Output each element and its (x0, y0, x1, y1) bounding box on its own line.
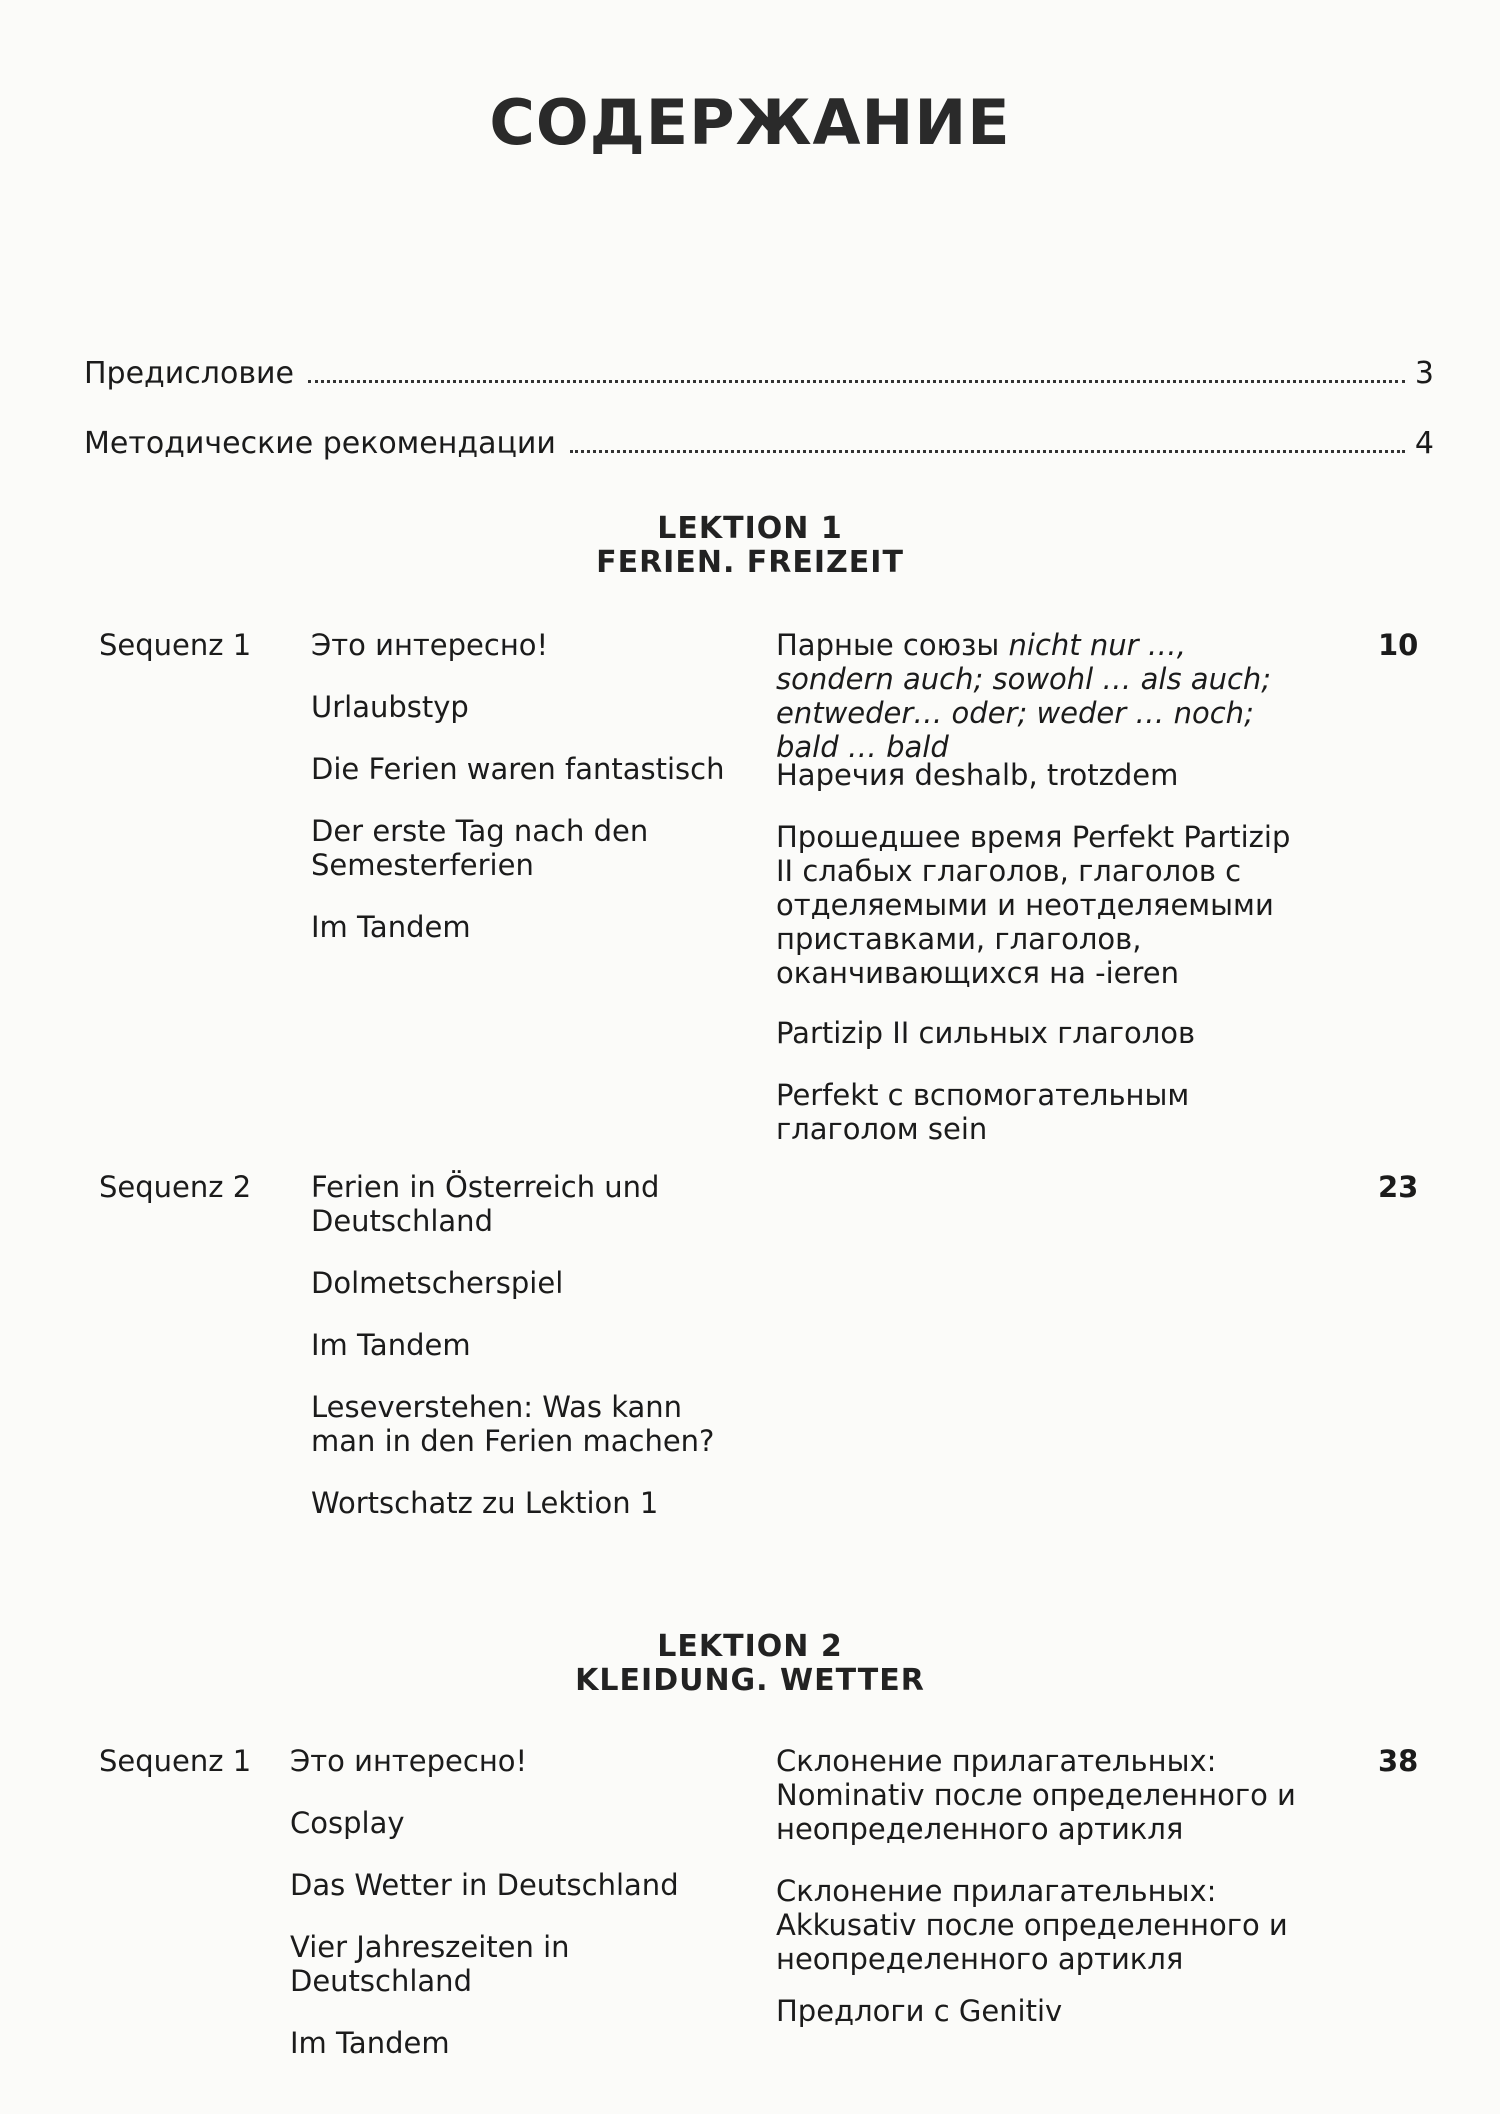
lesson-subtitle: KLEIDUNG. WETTER (575, 1663, 925, 1698)
toc-entry-label: Предисловие (84, 356, 294, 391)
grammar-item: Склонение прилагательных: Akkusativ после определенного и неопределенного артикля (776, 1874, 1288, 1976)
grammar-item: Perfekt с вспомогательным глаголом sein (776, 1078, 1190, 1146)
topic-item[interactable]: Это интересно! (290, 1744, 528, 1778)
page-number: 23 (1378, 1170, 1419, 1204)
topic-item[interactable]: Im Tandem (311, 1328, 471, 1362)
sequence-label: Sequenz 1 (99, 1744, 252, 1778)
topic-item[interactable]: Cosplay (290, 1806, 405, 1840)
page-number: 10 (1378, 628, 1419, 662)
topic-item[interactable]: Это интересно! (311, 628, 549, 662)
grammar-item: Прошедшее время Perfekt Partizip II слабых глаголов, глаголов с отделяемыми и неотделяемыми приставками, глаголов, оканчивающихся на -ieren (776, 820, 1291, 990)
grammar-text-italic: nicht nur …, sondern auch; sowohl … als auch; entweder… oder; weder … noch; bald … bald (776, 628, 1272, 764)
lesson-1-heading (0, 512, 1500, 580)
grammar-item: Склонение прилагательных: Nominativ после определенного и неопределенного артикля (776, 1744, 1296, 1846)
toc-entry-methodical-recommendations[interactable] (84, 426, 1434, 461)
topic-item[interactable]: Im Tandem (290, 2026, 450, 2060)
grammar-text: Парные союзы (776, 628, 1009, 662)
topic-item[interactable]: Der erste Tag nach den Semesterferien (311, 814, 649, 882)
leader-dots (308, 380, 1405, 383)
page-title: СОДЕРЖАНИЕ (489, 86, 1011, 159)
grammar-item: Наречия deshalb, trotzdem (776, 758, 1179, 792)
sequence-label: Sequenz 1 (99, 628, 252, 662)
toc-entry-preface[interactable] (84, 356, 1434, 391)
toc-entry-page: 4 (1414, 426, 1434, 461)
topic-item[interactable]: Das Wetter in Deutschland (290, 1868, 679, 1902)
grammar-item: Предлоги с Genitiv (776, 1994, 1063, 2028)
toc-entry-label: Методические рекомендации (84, 426, 556, 461)
page-number: 38 (1378, 1744, 1419, 1778)
lesson-title: LEKTION 2 (657, 1629, 843, 1664)
topic-item[interactable]: Urlaubstyp (311, 690, 469, 724)
topic-item[interactable]: Dolmetscherspiel (311, 1266, 564, 1300)
leader-dots (570, 450, 1405, 453)
topic-item[interactable]: Ferien in Österreich und Deutschland (311, 1170, 660, 1238)
toc-entry-page: 3 (1414, 356, 1434, 391)
topic-item[interactable]: Leseverstehen: Was kann man in den Ferien machen? (311, 1390, 715, 1458)
lesson-2-heading (0, 1630, 1500, 1698)
topic-item[interactable]: Vier Jahreszeiten in Deutschland (290, 1930, 570, 1998)
grammar-item (776, 628, 1306, 764)
sequence-label: Sequenz 2 (99, 1170, 252, 1204)
grammar-item: Partizip II сильных глаголов (776, 1016, 1196, 1050)
lesson-subtitle: FERIEN. FREIZEIT (596, 545, 904, 580)
topic-item[interactable]: Wortschatz zu Lektion 1 (311, 1486, 659, 1520)
topic-item[interactable]: Im Tandem (311, 910, 471, 944)
lesson-title: LEKTION 1 (657, 511, 843, 546)
topic-item[interactable]: Die Ferien waren fantastisch (311, 752, 725, 786)
